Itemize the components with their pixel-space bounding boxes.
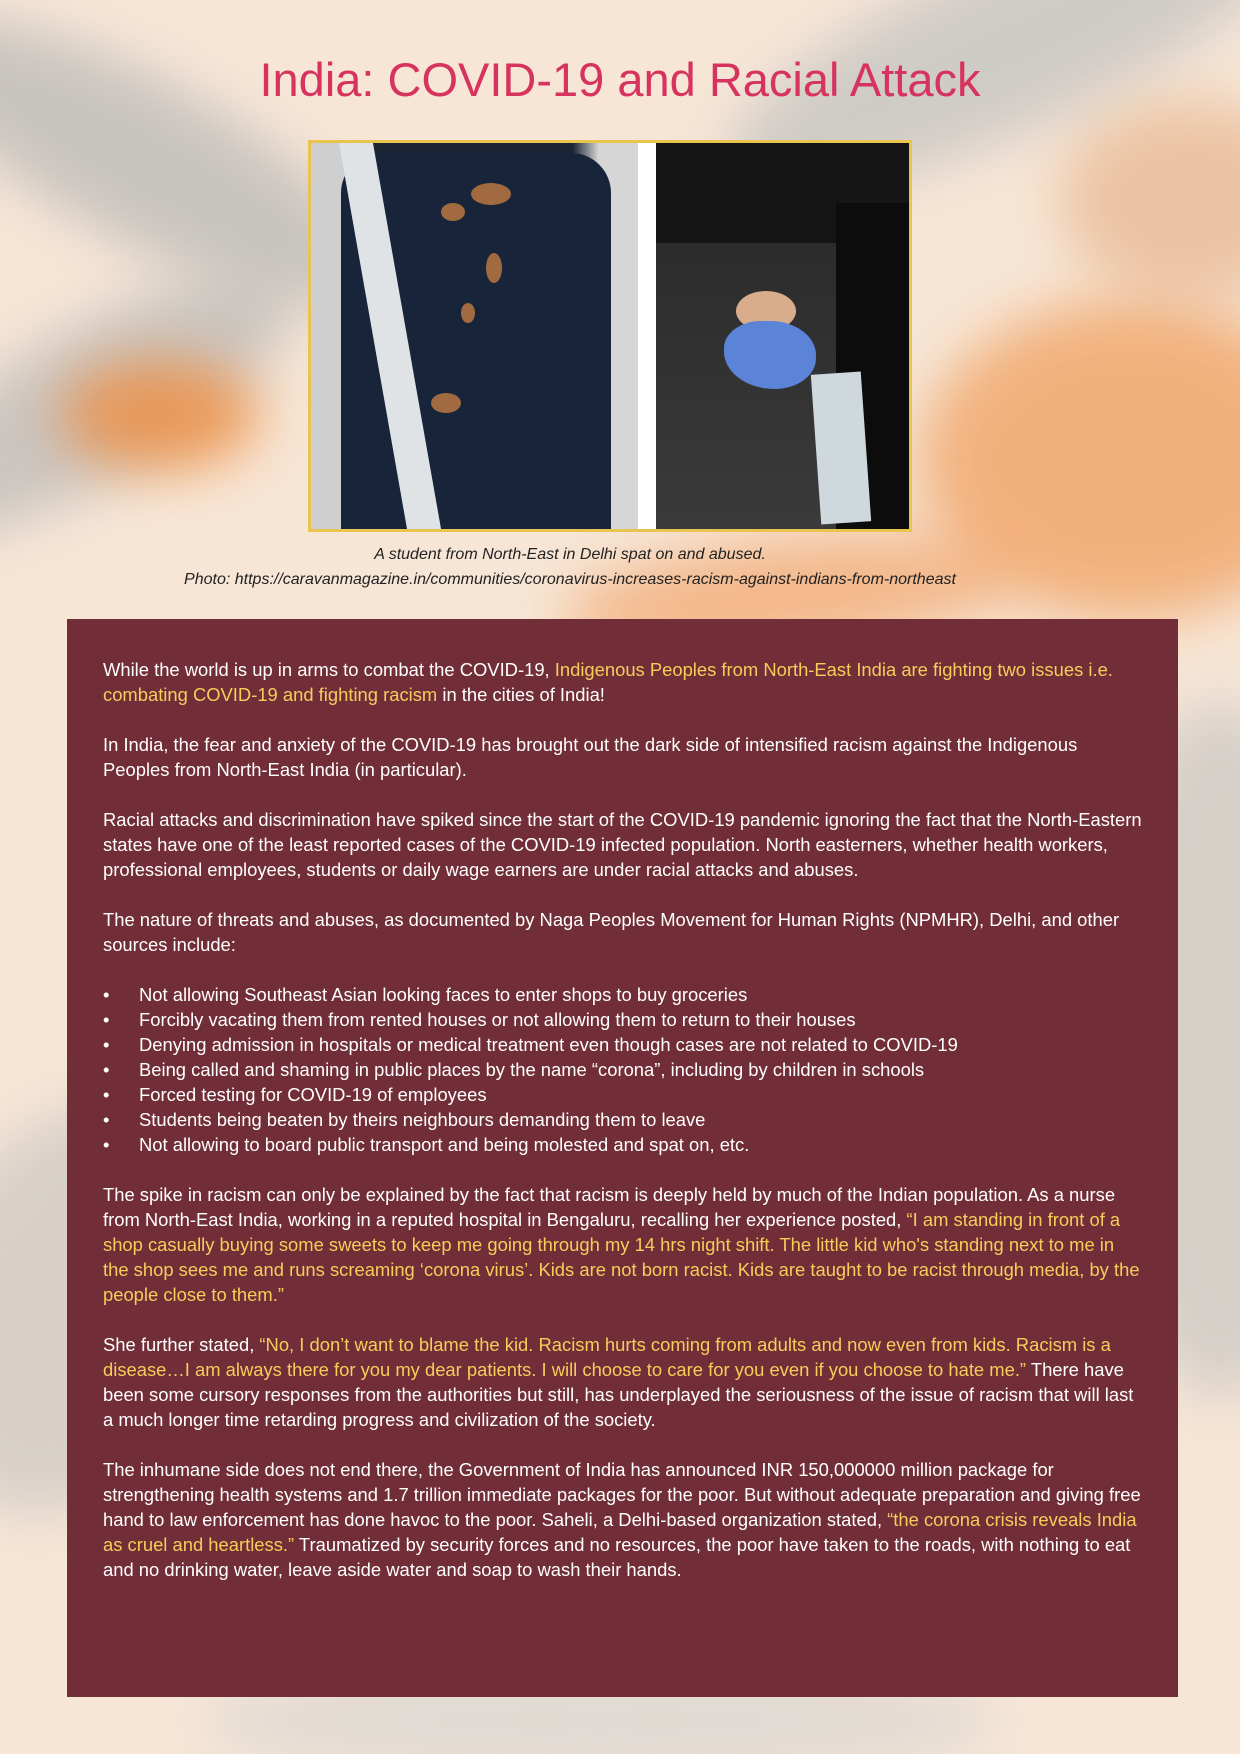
nurse-quote: “I am standing in front of a shop casually buying some sweets to keep me going through my 14 hrs night shift. The little kid who's standing next to me in the shop sees me and runs screaming ‘corona virus’. Kids are not born racist. Kids are taught to be racist through media, by the people close to them.” — [103, 1209, 1140, 1305]
paragraph-7: The inhumane side does not end there, the Government of India has announced INR 150,000000 million package for strengthening health systems and 1.7 trillion immediate packages for the poor. But without adequate preparation and giving free hand to law enforcement has done havoc to the poor. Saheli, a Delhi-based organization stated, “the corona crisis reveals India as cruel and heartless.” Traumatized by security forces and no resources, the poor have taken to the roads, with nothing to eat and no drinking water, leave aside water and soap to wash their hands. — [103, 1459, 1141, 1580]
saheli-quote: “the corona crisis reveals India as cruel and heartless.” — [103, 1509, 1137, 1555]
caption-line-1: A student from North-East in Delhi spat on and abused. — [374, 546, 766, 563]
paragraph-2: In India, the fear and anxiety of the COVID-19 has brought out the dark side of intensified racism against the Indigenous Peoples from North-East India (in particular). — [103, 734, 1078, 780]
article-panel — [67, 619, 1178, 1697]
paragraph-3: Racial attacks and discrimination have spiked since the start of the COVID-19 pandemic ignoring the fact that the North-Eastern states have one of the least reported cases of the COVID-19 infected population. North easterners, whether health workers, professional employees, students or daily wage earners are under racial attacks and abuses. — [103, 809, 1142, 880]
highlight-text: Indigenous Peoples from North-East India are fighting two issues i.e. combating COVID-19 and fighting racism — [103, 659, 1113, 705]
photo-frame — [308, 140, 912, 532]
list-item: • Not allowing Southeast Asian looking faces to enter shops to buy groceries — [103, 984, 748, 1005]
list-item: • Not allowing to board public transport and being molested and spat on, etc. — [103, 1134, 750, 1155]
list-item: • Being called and shaming in public places by the name “corona”, including by children in schools — [103, 1059, 925, 1080]
photo-stained-shirt — [311, 143, 638, 529]
page-title: India: COVID-19 and Racial Attack — [259, 53, 981, 106]
list-item: • Students being beaten by theirs neighbours demanding them to leave — [103, 1109, 706, 1130]
threats-list — [103, 982, 1142, 1157]
caption-line-2: Photo: https://caravanmagazine.in/communities/coronavirus-increases-racism-against-indians-from-northeast — [184, 571, 956, 588]
paragraph-6: She further stated, “No, I don’t want to blame the kid. Racism hurts coming from adults and now even from kids. Racism is a disease…I am always there for you my dear patients. I will choose to care for you even if you choose to hate me.” There have been some cursory responses from the authorities but still, has underplayed the seriousness of the issue of racism that will last a much longer time retarding progress and civilization of the society. — [103, 1334, 1134, 1430]
photo-street-mask — [656, 143, 909, 529]
paragraph-1: While the world is up in arms to combat the COVID-19, Indigenous Peoples from North-East India are fighting two issues i.e. combating COVID-19 and fighting racism in the cities of India! — [103, 659, 1113, 705]
paragraph-5: The spike in racism can only be explained by the fact that racism is deeply held by much of the Indian population. As a nurse from North-East India, working in a reputed hospital in Bengaluru, recalling her experience posted, “I am standing in front of a shop casually buying some sweets to keep me going through my 14 hrs night shift. The little kid who's standing next to me in the shop sees me and runs screaming ‘corona virus’. Kids are not born racist. Kids are taught to be racist through media, by the people close to them.” — [103, 1184, 1140, 1305]
list-item: • Forced testing for COVID-19 of employees — [103, 1084, 487, 1105]
list-item: • Denying admission in hospitals or medical treatment even though cases are not related to COVID-19 — [103, 1034, 958, 1055]
list-item: • Forcibly vacating them from rented houses or not allowing them to return to their houses — [103, 1009, 856, 1030]
photo-caption — [0, 542, 1140, 592]
nurse-quote-2: “No, I don’t want to blame the kid. Racism hurts coming from adults and now even from kids. Racism is a disease…I am always there for you my dear patients. I will choose to care for you even if you choose to hate me.” — [103, 1334, 1111, 1380]
paragraph-4: The nature of threats and abuses, as documented by Naga Peoples Movement for Human Rights (NPMHR), Delhi, and other sources include: — [103, 909, 1120, 955]
